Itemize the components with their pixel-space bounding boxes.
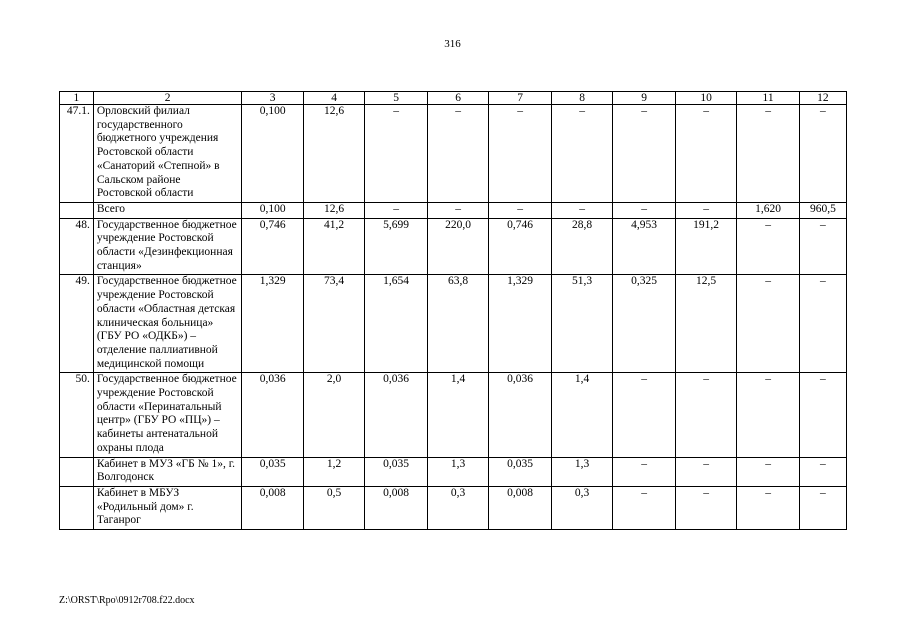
value-cell: – <box>613 202 676 218</box>
column-header: 9 <box>613 92 676 105</box>
value-cell: 1,3 <box>551 457 612 486</box>
value-cell: 1,329 <box>489 275 552 373</box>
institution-name: Орловский филиал государственного бюджетного учреждения Ростовской области «Санаторий «Степной» в Сальском районе Ростовской области <box>93 105 242 203</box>
value-cell: – <box>799 457 846 486</box>
table-row <box>60 373 847 457</box>
value-cell: 0,746 <box>489 218 552 275</box>
row-number: 50. <box>60 373 94 457</box>
value-cell: – <box>675 105 736 203</box>
value-cell: 4,953 <box>613 218 676 275</box>
page-number: 316 <box>444 38 461 50</box>
value-cell: – <box>613 486 676 529</box>
value-cell: – <box>737 218 800 275</box>
value-cell: 41,2 <box>303 218 364 275</box>
column-header: 3 <box>242 92 303 105</box>
value-cell: 0,100 <box>242 202 303 218</box>
table-row <box>60 275 847 373</box>
value-cell: 51,3 <box>551 275 612 373</box>
institution-name: Всего <box>93 202 242 218</box>
value-cell: 0,035 <box>489 457 552 486</box>
institution-name: Государственное бюджетное учреждение Ростовской области «Перинатальный центр» (ГБУ РО «ПЦ») – кабинеты антенатальной охраны плода <box>93 373 242 457</box>
value-cell: 28,8 <box>551 218 612 275</box>
column-header: 1 <box>60 92 94 105</box>
value-cell: 0,100 <box>242 105 303 203</box>
value-cell: 0,5 <box>303 486 364 529</box>
value-cell: 12,5 <box>675 275 736 373</box>
value-cell: – <box>613 457 676 486</box>
institution-name: Государственное бюджетное учреждение Ростовской области «Областная детская клиническая больница» (ГБУ РО «ОДКБ») – отделение паллиативной медицинской помощи <box>93 275 242 373</box>
value-cell: 1,620 <box>737 202 800 218</box>
value-cell: 1,654 <box>365 275 428 373</box>
value-cell: 2,0 <box>303 373 364 457</box>
value-cell: – <box>489 202 552 218</box>
value-cell: 1,4 <box>427 373 488 457</box>
column-header: 6 <box>427 92 488 105</box>
value-cell: 12,6 <box>303 105 364 203</box>
data-table <box>59 91 847 530</box>
value-cell: – <box>613 373 676 457</box>
value-cell: 0,036 <box>489 373 552 457</box>
table-header-row <box>60 92 847 105</box>
column-header: 2 <box>93 92 242 105</box>
column-header: 11 <box>737 92 800 105</box>
value-cell: – <box>737 105 800 203</box>
value-cell: 0,3 <box>427 486 488 529</box>
value-cell: 0,3 <box>551 486 612 529</box>
value-cell: – <box>551 105 612 203</box>
value-cell: 5,699 <box>365 218 428 275</box>
value-cell: – <box>489 105 552 203</box>
value-cell: – <box>427 105 488 203</box>
row-number: 47.1. <box>60 105 94 203</box>
value-cell: – <box>737 373 800 457</box>
institution-name: Кабинет в МУЗ «ГБ № 1», г. Волгодонск <box>93 457 242 486</box>
value-cell: 0,036 <box>365 373 428 457</box>
value-cell: 1,3 <box>427 457 488 486</box>
row-number: 49. <box>60 275 94 373</box>
institution-name: Кабинет в МБУЗ «Родильный дом» г. Таганрог <box>93 486 242 529</box>
value-cell: – <box>799 105 846 203</box>
value-cell: 63,8 <box>427 275 488 373</box>
value-cell: 73,4 <box>303 275 364 373</box>
column-header: 4 <box>303 92 364 105</box>
value-cell: 0,008 <box>242 486 303 529</box>
column-header: 7 <box>489 92 552 105</box>
value-cell: 191,2 <box>675 218 736 275</box>
value-cell: 960,5 <box>799 202 846 218</box>
value-cell: – <box>675 457 736 486</box>
value-cell: – <box>613 105 676 203</box>
row-number <box>60 486 94 529</box>
row-number <box>60 202 94 218</box>
column-header: 8 <box>551 92 612 105</box>
table-row <box>60 218 847 275</box>
value-cell: – <box>551 202 612 218</box>
value-cell: 0,008 <box>489 486 552 529</box>
value-cell: 0,035 <box>242 457 303 486</box>
value-cell: 0,035 <box>365 457 428 486</box>
column-header: 12 <box>799 92 846 105</box>
value-cell: – <box>365 202 428 218</box>
value-cell: – <box>799 486 846 529</box>
row-number <box>60 457 94 486</box>
value-cell: 1,329 <box>242 275 303 373</box>
table-row <box>60 105 847 203</box>
table-row <box>60 486 847 529</box>
value-cell: – <box>675 373 736 457</box>
value-cell: – <box>799 275 846 373</box>
value-cell: – <box>427 202 488 218</box>
footer-file-path: Z:\ORST\Rpo\0912r708.f22.docx <box>59 595 195 606</box>
value-cell: – <box>737 457 800 486</box>
value-cell: – <box>365 105 428 203</box>
column-header: 10 <box>675 92 736 105</box>
value-cell: 0,325 <box>613 275 676 373</box>
value-cell: 220,0 <box>427 218 488 275</box>
value-cell: – <box>675 202 736 218</box>
value-cell: – <box>675 486 736 529</box>
column-header: 5 <box>365 92 428 105</box>
value-cell: – <box>799 373 846 457</box>
value-cell: 1,2 <box>303 457 364 486</box>
row-number: 48. <box>60 218 94 275</box>
value-cell: 0,036 <box>242 373 303 457</box>
value-cell: 12,6 <box>303 202 364 218</box>
table-row <box>60 202 847 218</box>
value-cell: – <box>737 486 800 529</box>
value-cell: 1,4 <box>551 373 612 457</box>
value-cell: – <box>737 275 800 373</box>
table-row <box>60 457 847 486</box>
value-cell: – <box>799 218 846 275</box>
value-cell: 0,008 <box>365 486 428 529</box>
value-cell: 0,746 <box>242 218 303 275</box>
institution-name: Государственное бюджетное учреждение Ростовской области «Дезинфекционная станция» <box>93 218 242 275</box>
